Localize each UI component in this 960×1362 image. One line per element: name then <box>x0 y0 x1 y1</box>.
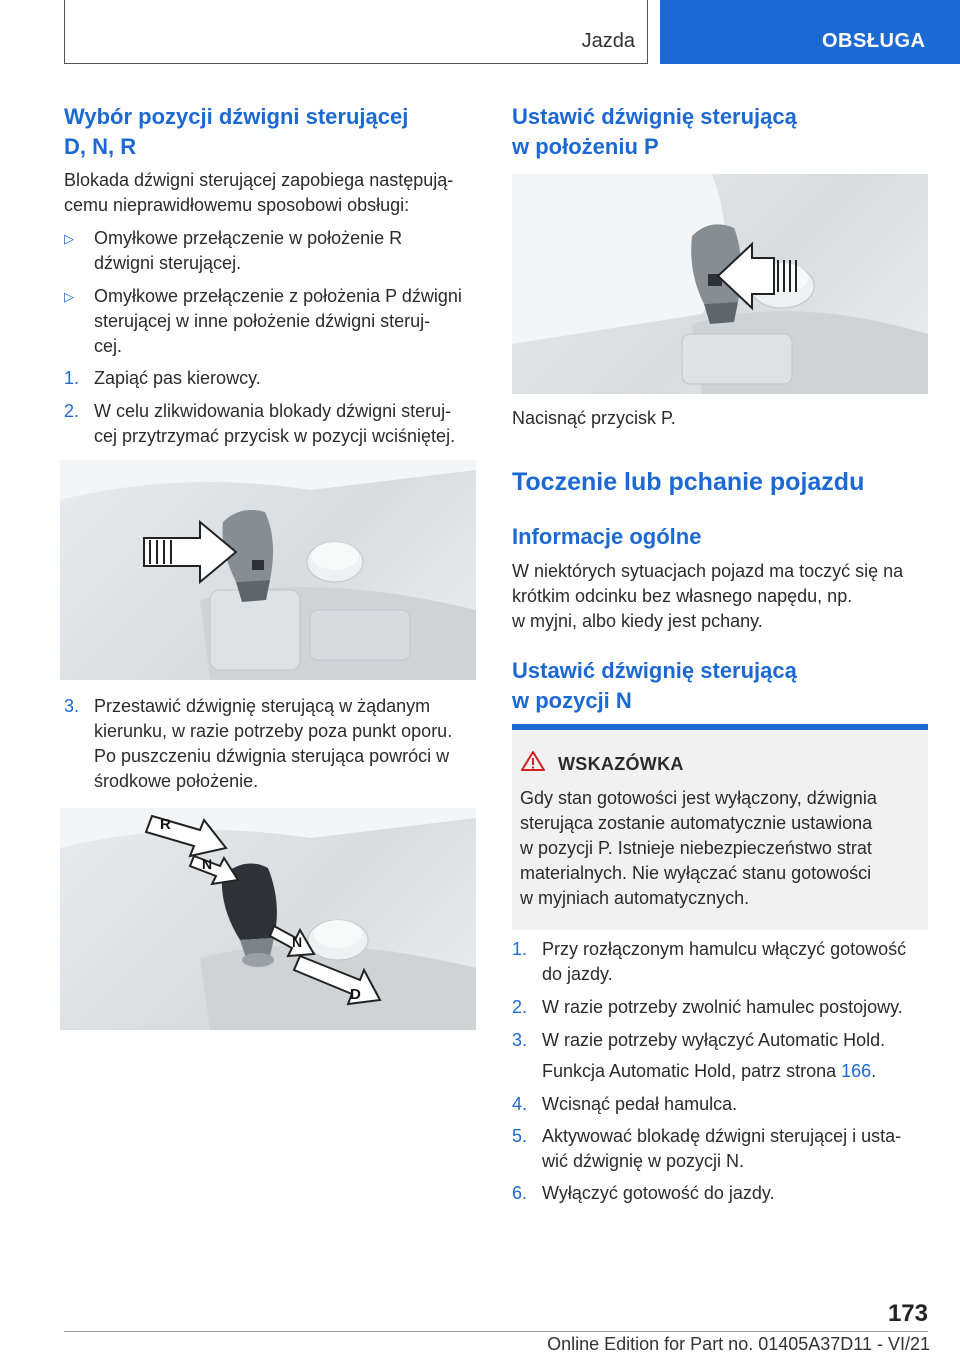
warning-line: sterująca zostanie automatycznie ustawiona <box>520 813 873 833</box>
section-title: OBSŁUGA <box>822 30 926 52</box>
step-line: Wcisnąć pedał hamulca. <box>542 1094 738 1114</box>
main-heading: Toczenie lub pchanie pojazdu <box>512 468 865 496</box>
footer-rule <box>64 1331 928 1332</box>
bullet-line: sterującej w inne położenie dźwigni steruj‐ <box>94 311 431 331</box>
right-heading-2-line2: w pozycji N <box>512 688 632 713</box>
right-heading-1 <box>512 102 928 162</box>
step-number: 3. <box>512 1030 528 1050</box>
left-heading <box>64 102 484 162</box>
step-number: 2. <box>64 401 80 421</box>
intro-paragraph <box>64 168 484 218</box>
step-number: 6. <box>512 1183 528 1203</box>
step-line: Przy rozłączonym hamulcu włączyć gotowość <box>542 939 907 959</box>
right-heading-1-line2: w położeniu P <box>512 134 659 159</box>
info-line: krótkim odcinku bez własnego napędu, np. <box>512 586 853 606</box>
note-suffix: . <box>871 1061 877 1081</box>
info-line: w myjni, albo kiedy jest pchany. <box>512 611 763 631</box>
right-heading-1-line1: Ustawić dźwignię sterującą <box>512 104 797 129</box>
step-line: wić dźwignię w pozycji N. <box>542 1151 745 1171</box>
chapter-title: Jazda <box>581 30 635 52</box>
warning-box <box>512 730 928 930</box>
gear-label-d: D <box>350 986 361 1003</box>
step-line: kierunku, w razie potrzeby poza punkt oporu. <box>94 721 453 741</box>
info-paragraph <box>512 559 928 634</box>
automatic-hold-note <box>542 1059 932 1084</box>
triangle-right-icon: ▷ <box>64 289 74 304</box>
gear-selector-unlock-image <box>60 460 476 680</box>
note-text: Funkcja Automatic Hold, patrz strona <box>542 1061 842 1081</box>
step-number: 1. <box>512 939 528 959</box>
warning-line: w myjniach automatycznych. <box>520 888 750 908</box>
step-line: cej przytrzymać przycisk w pozycji wciśniętej. <box>94 426 456 446</box>
step-line: Po puszczeniu dźwignia sterująca powróci w <box>94 746 450 766</box>
intro-line2: cemu nieprawidłowemu sposobowi obsługi: <box>64 195 410 215</box>
warning-line: materialnych. Nie wyłączać stanu gotowości <box>520 863 872 883</box>
park-caption: Nacisnąć przycisk P. <box>512 408 676 428</box>
intro-line1: Blokada dźwigni sterującej zapobiega następują‐ <box>64 170 454 190</box>
edition-footer: Online Edition for Part no. 01405A37D11 - VI/21 <box>547 1334 930 1354</box>
warning-title: WSKAZÓWKA <box>558 754 684 774</box>
page-number: 173 <box>887 1300 928 1327</box>
step-line: środkowe położenie. <box>94 771 259 791</box>
left-heading-line1: Wybór pozycji dźwigni sterującej <box>64 104 409 129</box>
step-line: Aktywować blokadę dźwigni sterującej i usta‐ <box>542 1126 902 1146</box>
warning-line: Gdy stan gotowości jest wyłączony, dźwignia <box>520 788 877 808</box>
gear-label-r: R <box>160 816 171 833</box>
step-line: W razie potrzeby wyłączyć Automatic Hold. <box>542 1030 886 1050</box>
step-number: 2. <box>512 997 528 1017</box>
sub-heading: Informacje ogólne <box>512 524 702 549</box>
section-tab <box>660 0 960 64</box>
step-number: 5. <box>512 1126 528 1146</box>
step-line: Wyłączyć gotowość do jazdy. <box>542 1183 775 1203</box>
gear-label-n-bottom: N <box>292 934 303 950</box>
bullet-line: Omyłkowe przełączenie z położenia P dźwigni <box>94 286 462 306</box>
header-chapter-box <box>64 0 648 64</box>
gear-positions-image <box>60 808 476 1030</box>
step-line: W razie potrzeby zwolnić hamulec postojowy. <box>542 997 903 1017</box>
warning-triangle-icon <box>520 750 546 777</box>
step-line: W celu zlikwidowania blokady dźwigni steruj‐ <box>94 401 452 421</box>
bullet-line: dźwigni sterującej. <box>94 253 242 273</box>
left-heading-line2: D, N, R <box>64 134 137 159</box>
bullet-line: cej. <box>94 336 123 356</box>
step-line: Przestawić dźwignię sterującą w żądanym <box>94 696 431 716</box>
right-heading-2-line1: Ustawić dźwignię sterującą <box>512 658 797 683</box>
warning-text <box>520 786 920 911</box>
bullet-line: Omyłkowe przełączenie w położenie R <box>94 228 403 248</box>
step-number: 3. <box>64 696 80 716</box>
page-link[interactable]: 166 <box>841 1061 872 1081</box>
step-line: do jazdy. <box>542 964 613 984</box>
park-button-image <box>512 174 928 394</box>
triangle-right-icon: ▷ <box>64 231 74 246</box>
step-number: 1. <box>64 368 80 388</box>
warning-line: w pozycji P. Istnieje niebezpieczeństwo strat <box>520 838 872 858</box>
info-line: W niektórych sytuacjach pojazd ma toczyć się na <box>512 561 904 581</box>
right-heading-2 <box>512 656 928 716</box>
step-line: Zapiąć pas kierowcy. <box>94 368 261 388</box>
step-number: 4. <box>512 1094 528 1114</box>
gear-label-n-top: N <box>202 856 213 872</box>
